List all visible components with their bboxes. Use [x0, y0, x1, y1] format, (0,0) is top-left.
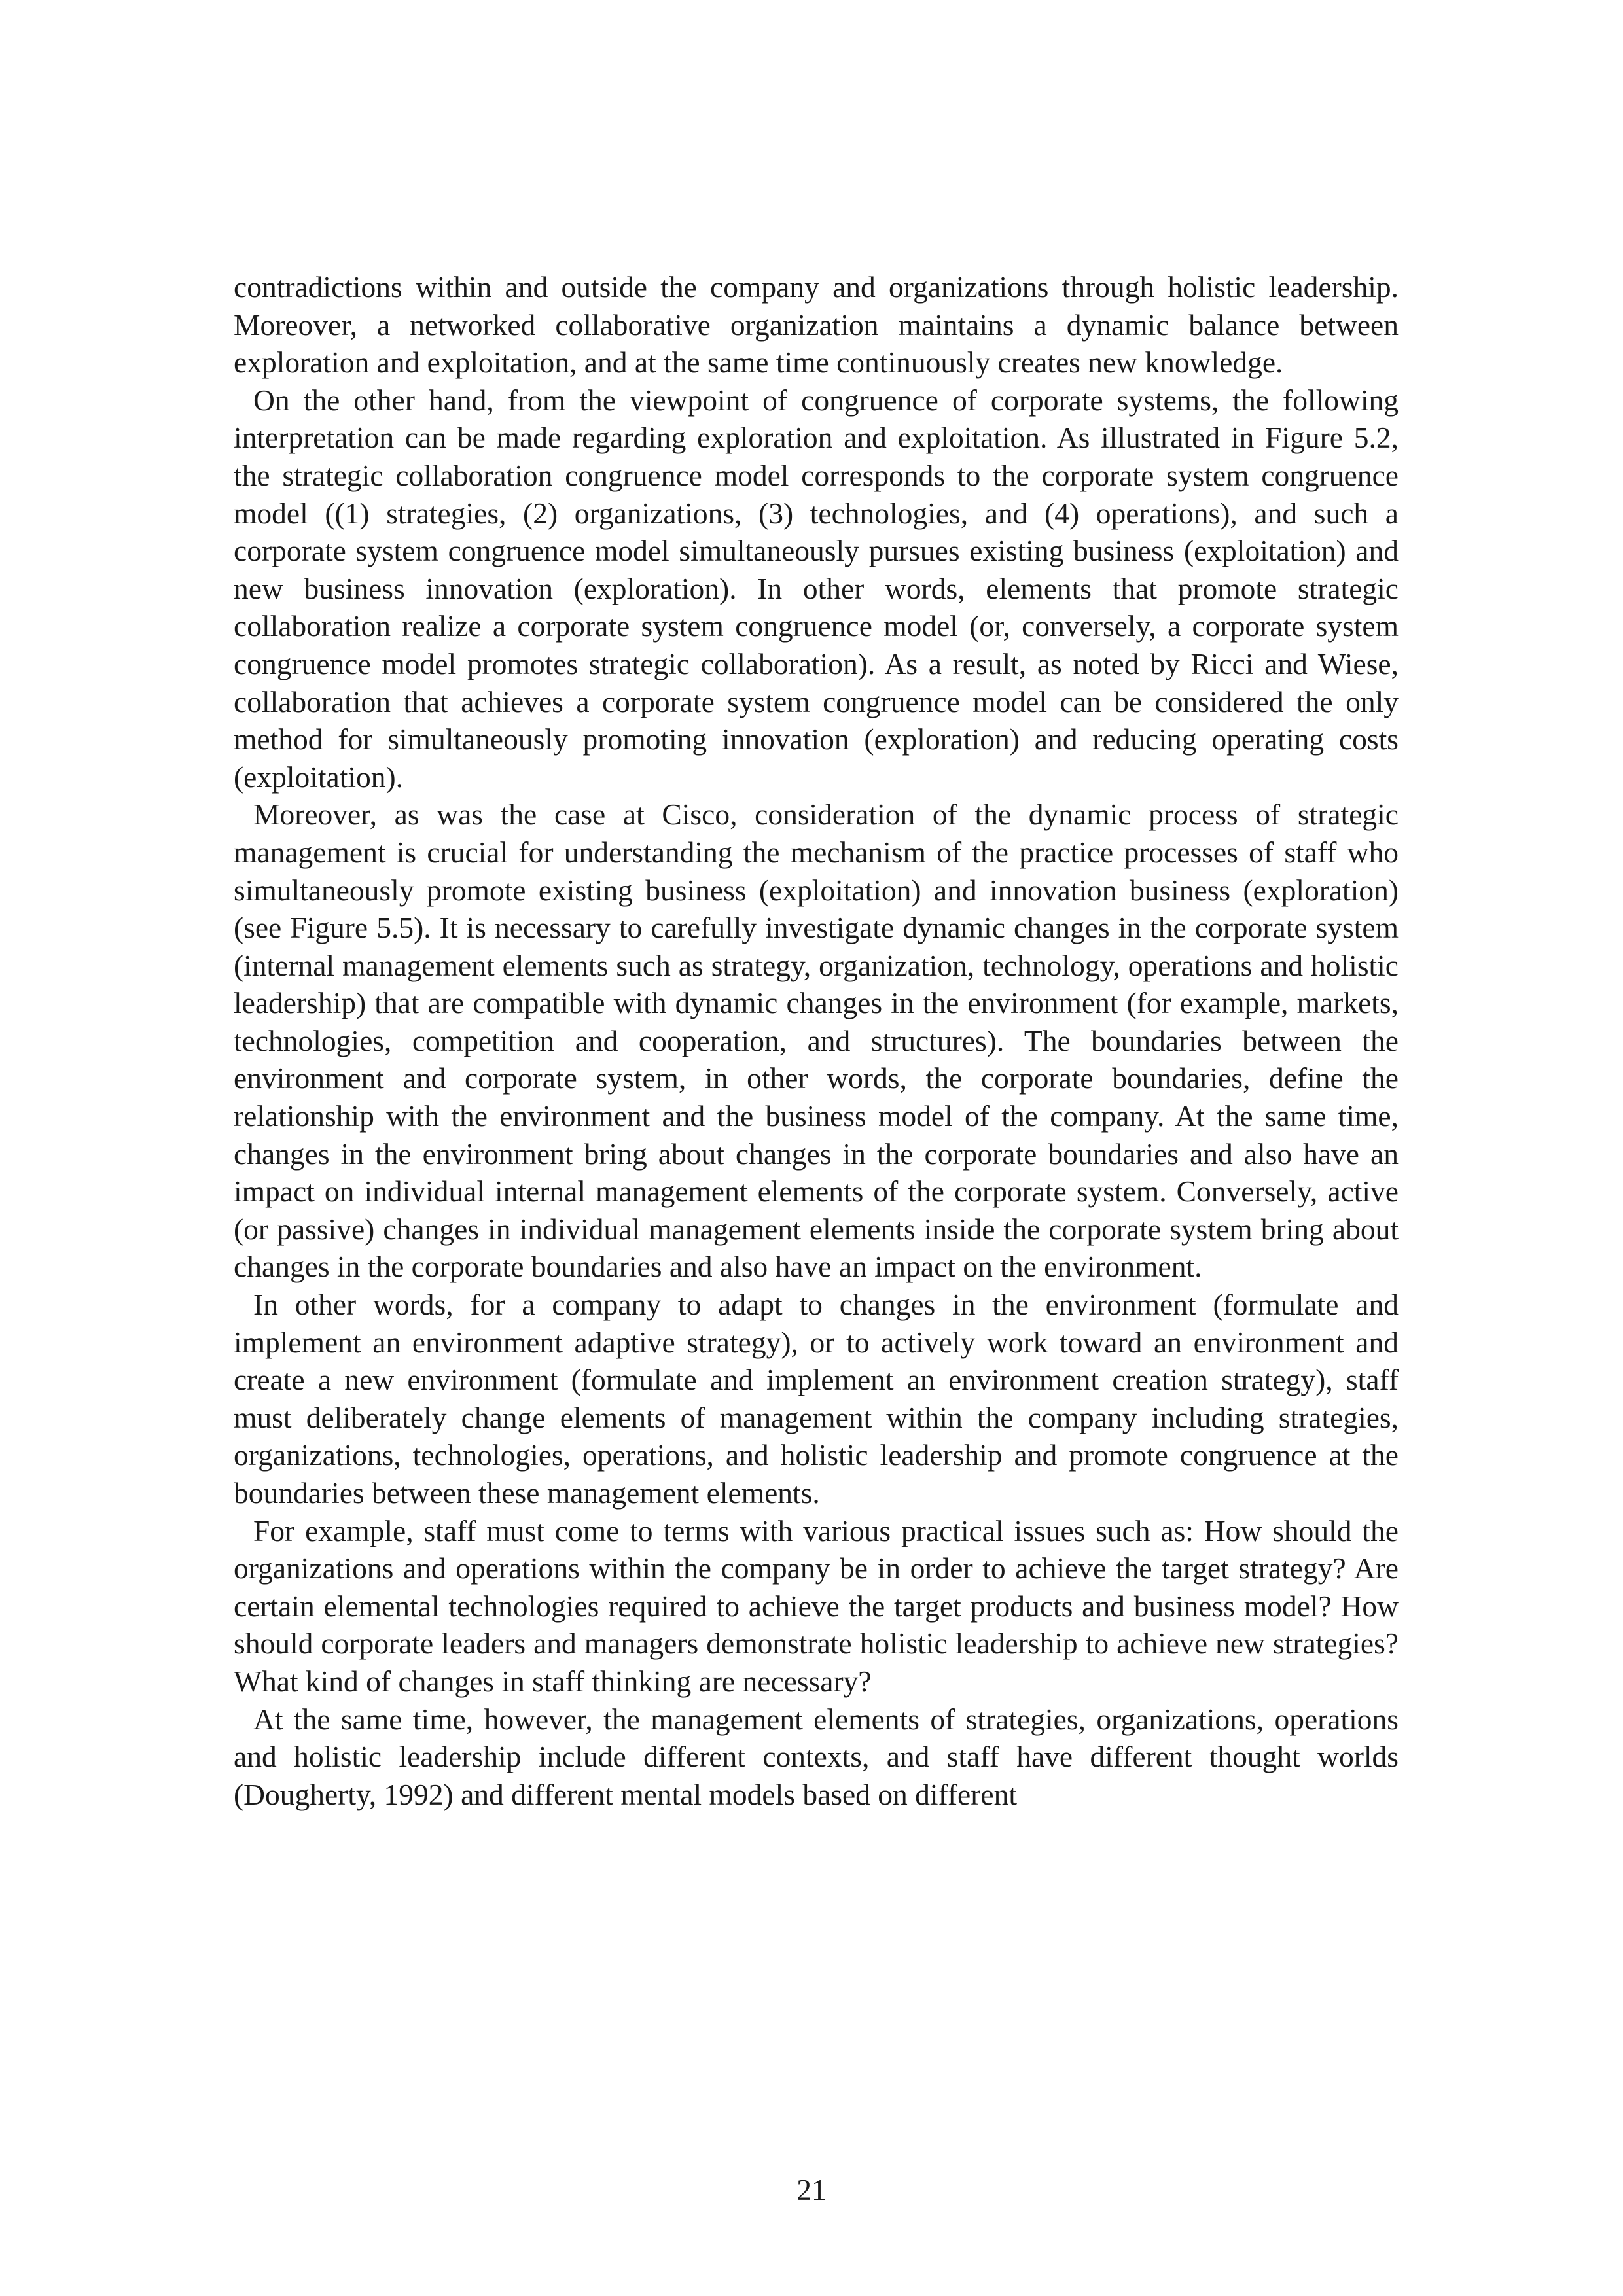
- paragraph-adaptation: In other words, for a company to adapt to changes in the environment (formulate and implement an environment adaptive strategy), or to actively work toward an environment and create a new environment (formulate and implement an environment creation strategy), staff must deliberately change elements of management within the company including strategies, organizations, technologies, operations, and holistic leadership and promote congruence at the boundaries between these management elements.: [234, 1288, 1399, 1510]
- page-number: 21: [796, 2173, 827, 2206]
- paragraph-congruence: On the other hand, from the viewpoint of congruence of corporate systems, the following interpretation can be made regarding exploration and exploitation. As illustrated in Figure 5.2, the strategic collaboration congruence model corresponds to the corporate system congruence model ((1) strategies, (2) organizations, (3) technologies, and (4) operations), and such a corporate system congruence model simultaneously pursues existing business (exploitation) and new business innovation (exploration). In other words, elements that promote strategic collaboration realize a corporate system congruence model (or, conversely, a corporate system congruence model promotes strategic collaboration). As a result, as noted by Ricci and Wiese, collaboration that achieves a corporate system congruence model can be considered the only method for simultaneously promoting innovation (exploration) and reducing operating costs (exploitation).: [234, 383, 1399, 794]
- paragraph-examples: For example, staff must come to terms with various practical issues such as: How should the organizations and operations within the company be in order to achieve the target strategy? Are certain elemental technologies required to achieve the target products and business model? How should corporate leaders and managers demonstrate holistic leadership to achieve new strategies? What kind of changes in staff thinking are necessary?: [234, 1513, 1399, 1698]
- body-text: [234, 268, 1399, 1813]
- paragraph-continuation: contradictions within and outside the company and organizations through holistic leadership. Moreover, a networked collaborative organization maintains a dynamic balance between exploration and exploitation, and at the same time continuously creates new knowledge.: [234, 270, 1399, 380]
- paragraph-cisco: Moreover, as was the case at Cisco, consideration of the dynamic process of strategic management is crucial for understanding the mechanism of the practice processes of staff who simultaneously promote existing business (exploitation) and innovation business (exploration) (see Figure 5.5). It is necessary to carefully investigate dynamic changes in the corporate system (internal management elements such as strategy, organization, technology, operations and holistic leadership) that are compatible with dynamic changes in the environment (for example, markets, technologies, competition and cooperation, and structures). The boundaries between the environment and corporate system, in other words, the corporate boundaries, define the relationship with the environment and the business model of the company. At the same time, changes in the environment bring about changes in the corporate boundaries and also have an impact on individual internal management elements of the corporate system. Conversely, active (or passive) changes in individual management elements inside the corporate system bring about changes in the corporate boundaries and also have an impact on the environment.: [234, 798, 1399, 1284]
- paragraph-contexts: At the same time, however, the management elements of strategies, organizations, operations and holistic leadership include different contexts, and staff have different thought worlds (Dougherty, 1992) and different mental models based on different: [234, 1702, 1399, 1811]
